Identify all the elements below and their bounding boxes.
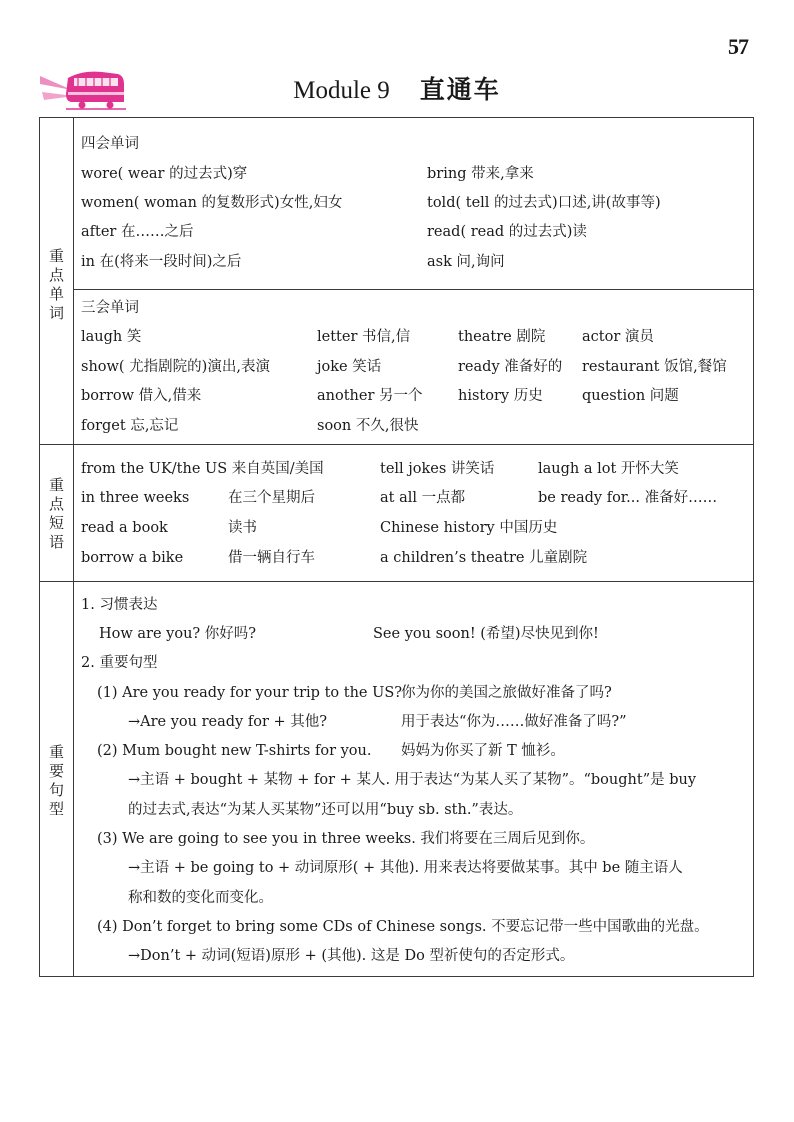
word-item: laugh 笑 <box>81 329 142 345</box>
phrase-item: a children’s theatre 儿童剧院 <box>380 550 588 566</box>
sentence-english: (3) We are going to see you in three weeks. 我们将要在三周后见到你。 <box>97 831 595 847</box>
phrase-item: Chinese history 中国历史 <box>380 520 558 536</box>
module-number: Module 9 <box>293 77 390 104</box>
phrase-meaning: 借一辆自行车 <box>228 550 315 566</box>
word-item: in 在(将来一段时间)之后 <box>81 254 242 270</box>
word-item: theatre 剧院 <box>458 329 546 345</box>
word-item: read( read 的过去式)读 <box>427 224 587 240</box>
word-item: women( woman 的复数形式)女性,妇女 <box>81 195 343 211</box>
word-item: bring 带来,拿来 <box>427 166 534 182</box>
page-number: 57 <box>728 34 748 59</box>
sentence-note: →主语 + be going to + 动词原形( + 其他). 用来表达将要做某事。其中 be 随主语人 <box>128 860 683 876</box>
three-words-heading: 三会单词 <box>81 300 139 316</box>
word-item: history 历史 <box>458 388 543 404</box>
word-item: soon 不久,很快 <box>317 418 419 434</box>
phrase-item: tell jokes 讲笑话 <box>380 461 495 477</box>
section-label-phrases: 重 点 短 语 <box>48 476 64 551</box>
word-item: borrow 借入,借来 <box>81 388 202 404</box>
section-divider-sentences <box>40 581 753 582</box>
habit-expression: See you soon! (希望)尽快见到你! <box>373 626 599 642</box>
word-item: ready 准备好的 <box>458 359 563 375</box>
four-words-heading: 四会单词 <box>81 136 139 152</box>
sentence-chinese: 妈妈为你买了新 T 恤衫。 <box>401 743 565 759</box>
sentence-chinese: 你为你的美国之旅做好准备了吗? <box>401 685 612 701</box>
label-column-divider <box>73 118 74 976</box>
word-item: show( 尤指剧院的)演出,表演 <box>81 359 270 375</box>
summary-table <box>39 117 754 977</box>
word-item: after 在……之后 <box>81 224 194 240</box>
habit-expression: How are you? 你好吗? <box>99 626 257 642</box>
word-item: wore( wear 的过去式)穿 <box>81 166 248 182</box>
word-item: another 另一个 <box>317 388 423 404</box>
habit-heading: 1. 习惯表达 <box>81 597 158 613</box>
module-title: 直通车 <box>419 75 501 104</box>
section-label-sentences: 重 要 句 型 <box>48 743 64 818</box>
sentence-note: →主语 + bought + 某物 + for + 某人. 用于表达“为某人买了某物”。“bought”是 buy <box>128 772 697 788</box>
section-label-words: 重 点 单 词 <box>48 247 64 322</box>
word-item: ask 问,询问 <box>427 254 505 270</box>
phrase-item: borrow a bike <box>81 550 184 566</box>
phrase-meaning: 读书 <box>228 520 257 536</box>
word-item: told( tell 的过去式)口述,讲(故事等) <box>427 195 661 211</box>
word-item: letter 书信,信 <box>317 329 411 345</box>
word-item: actor 演员 <box>582 329 654 345</box>
pattern-heading: 2. 重要句型 <box>81 655 158 671</box>
phrase-item: in three weeks <box>81 490 190 506</box>
sentence-english: (2) Mum bought new T-shirts for you. <box>97 743 372 759</box>
word-item: joke 笑话 <box>317 359 382 375</box>
sentence-note: 称和数的变化而变化。 <box>128 890 273 906</box>
sentence-note: 的过去式,表达“为某人买某物”还可以用“buy sb. sth.”表达。 <box>128 802 523 818</box>
sentence-english: (1) Are you ready for your trip to the US? <box>97 685 403 701</box>
sentence-note: →Don’t + 动词(短语)原形 + (其他). 这是 Do 型祈使句的否定形式。 <box>128 948 575 964</box>
word-item: forget 忘,忘记 <box>81 418 179 434</box>
phrase-item: at all 一点都 <box>380 490 466 506</box>
page-title <box>0 70 794 106</box>
phrase-meaning: 在三个星期后 <box>228 490 315 506</box>
word-item: question 问题 <box>582 388 679 404</box>
sentence-note: →Are you ready for + 其他? <box>128 714 328 730</box>
section-divider-phrases <box>40 444 753 445</box>
sentence-english: (4) Don’t forget to bring some CDs of Chinese songs. 不要忘记带一些中国歌曲的光盘。 <box>97 919 709 935</box>
phrase-item: be ready for... 准备好…… <box>538 490 718 506</box>
phrase-item: from the UK/the US 来自英国/美国 <box>81 461 324 477</box>
phrase-item: laugh a lot 开怀大笑 <box>538 461 679 477</box>
sentence-note: 用于表达“你为……做好准备了吗?” <box>401 714 627 730</box>
phrase-item: read a book <box>81 520 168 536</box>
words-subdivider <box>74 289 753 290</box>
word-item: restaurant 饭馆,餐馆 <box>582 359 727 375</box>
